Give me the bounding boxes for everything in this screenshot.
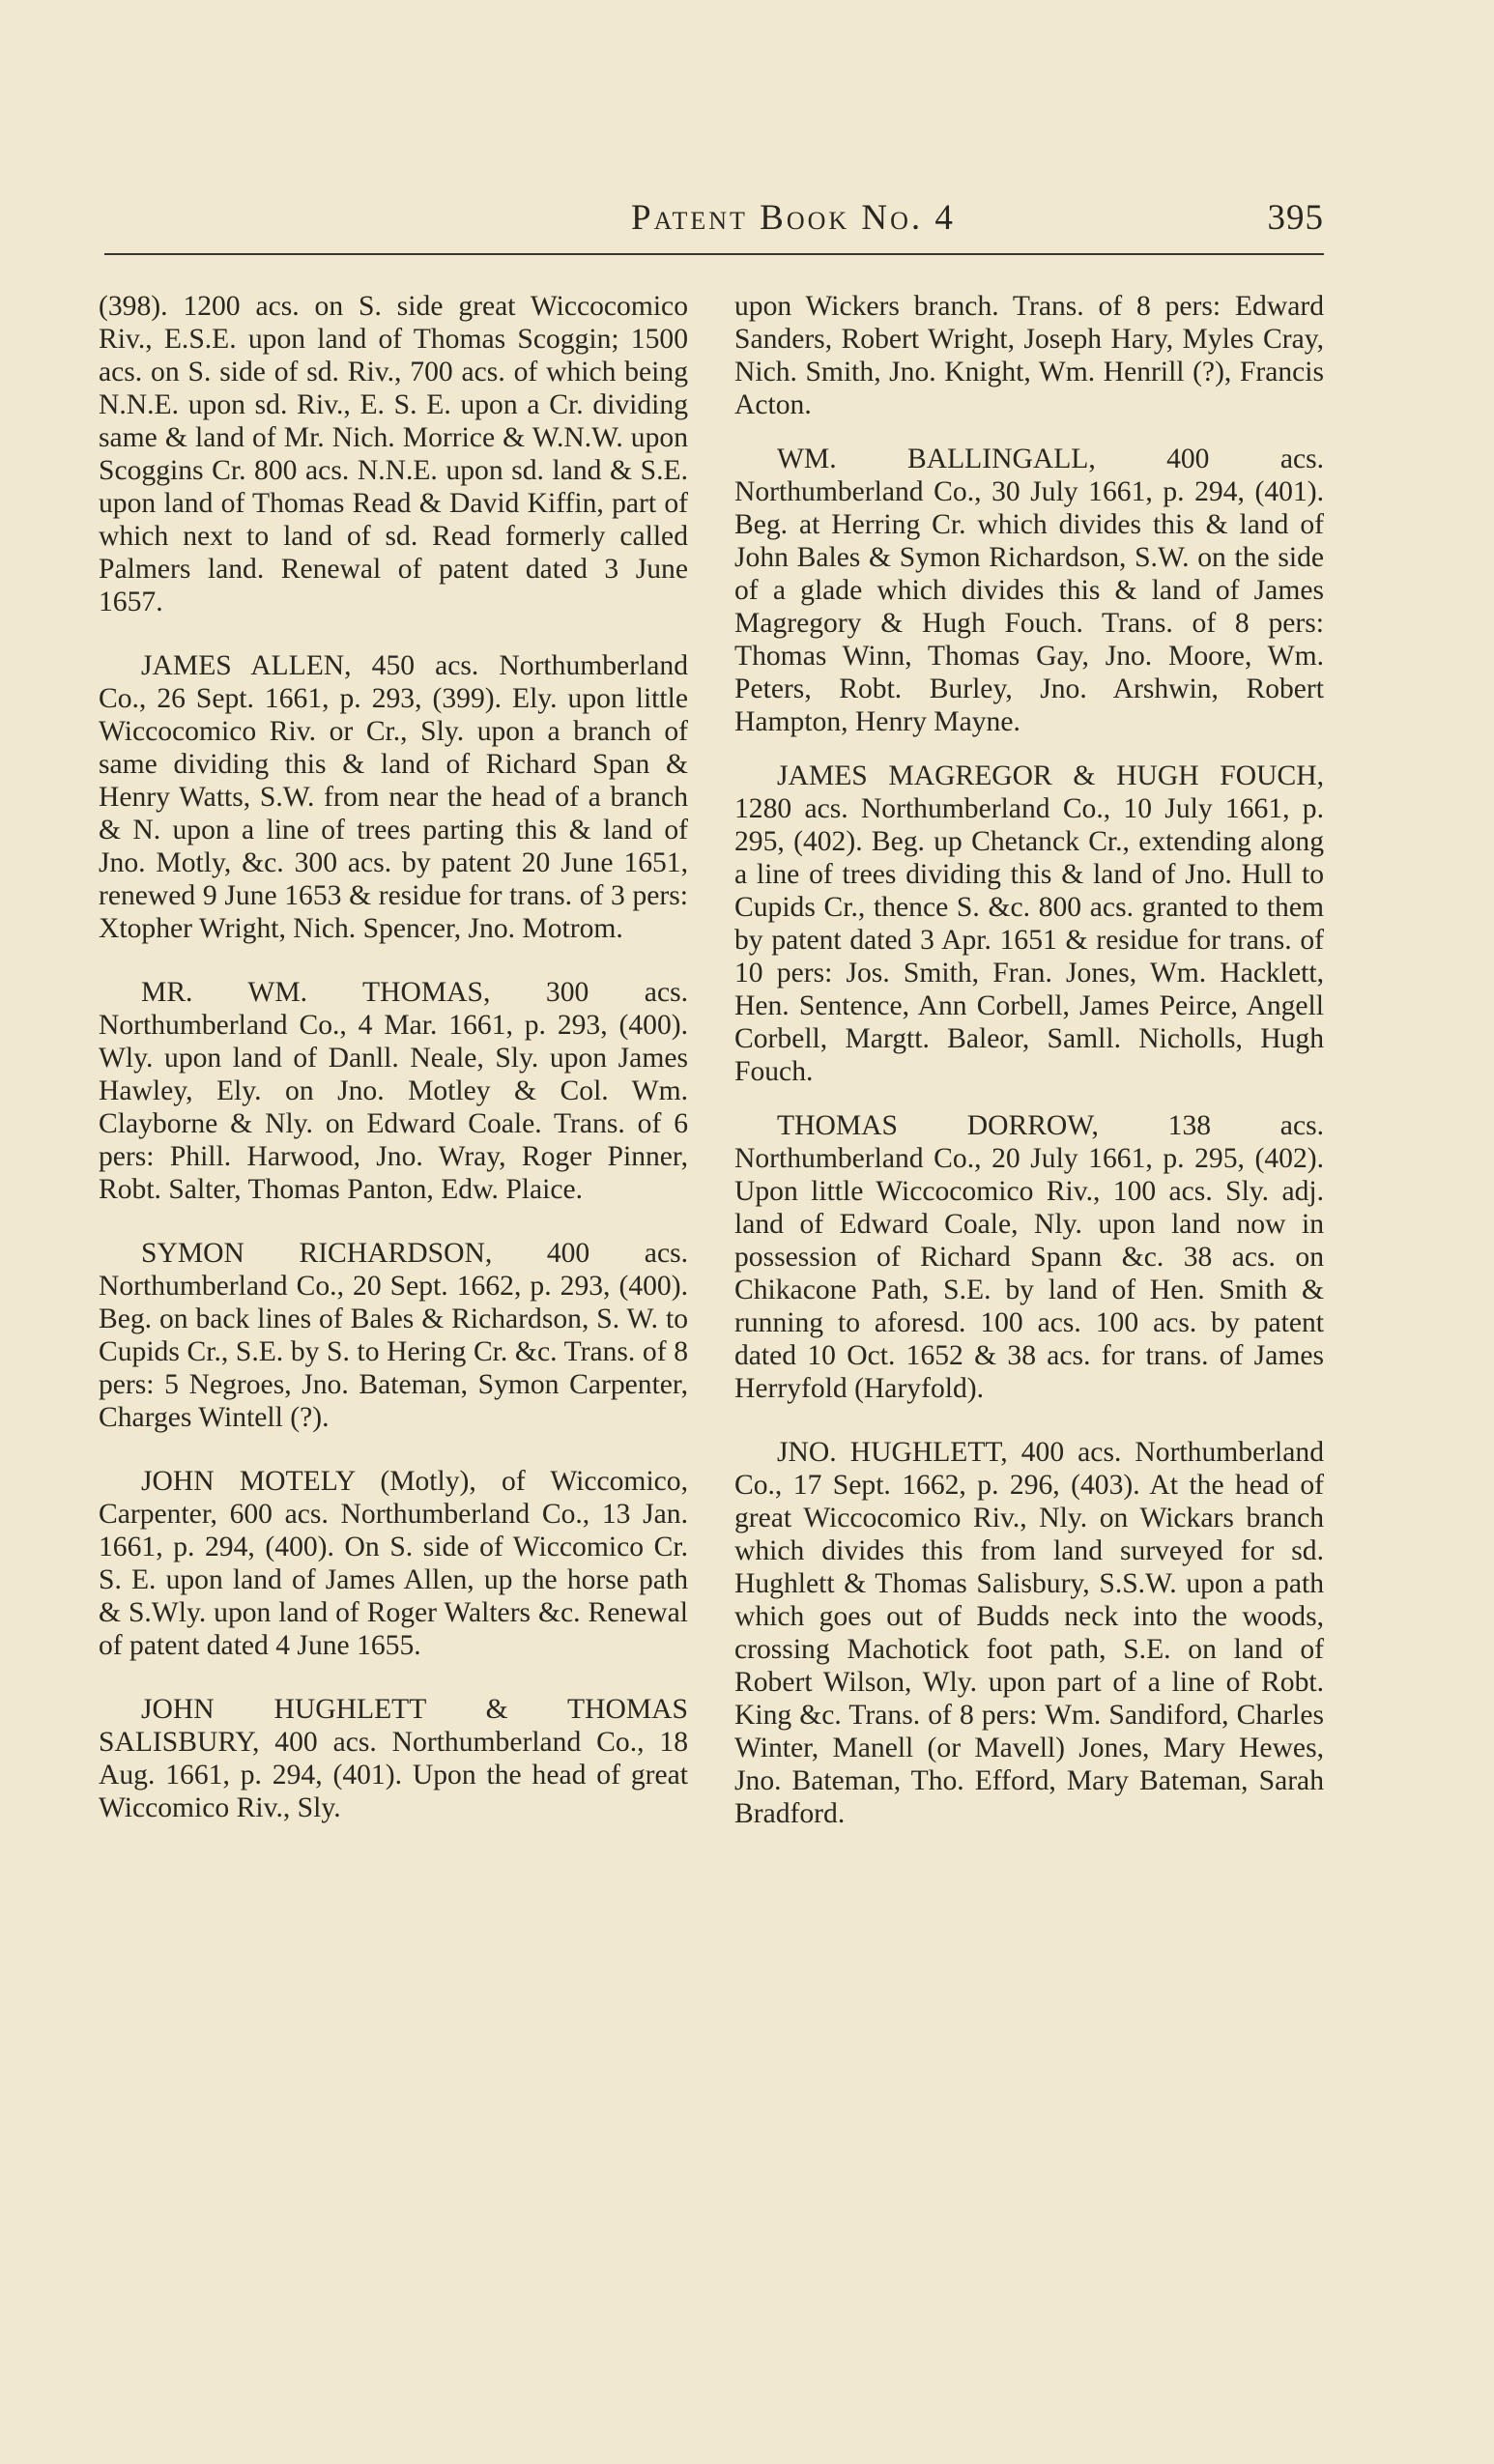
patent-entry-james-allen: JAMES ALLEN, 450 acs. Northumberland Co., 26 Sept. 1661, p. 293, (399). Ely. upon little Wiccocomico Riv. or Cr., Sly. upon a branch of same dividing this & land of Richard Span & Henry Watts, S.W. from near the head of a branch & N. upon a line of trees parting this & land of Jno. Motly, &c. 300 acs. by patent 20 June 1651, renewed 9 June 1653 & residue for trans. of 3 pers: Xtopher Wright, Nich. Spencer, Jno. Motrom. <box>99 650 688 944</box>
patent-entry-jno-hughlett: JNO. HUGHLETT, 400 acs. Northumberland Co., 17 Sept. 1662, p. 296, (403). At the head of great Wiccocomico Riv., Nly. on Wickars branch which divides this from land surveyed for sd. Hughlett & Thomas Salisbury, S.S.W. upon a path which goes out of Budds neck into the woods, crossing Machotick foot path, S.E. on land of Robert Wilson, Wly. upon part of a line of Robt. King &c. Trans. of 8 pers: Wm. Sandiford, Charles Winter, Manell (or Mavell) Jones, Mary Hewes, Jno. Bateman, Tho. Efford, Mary Bateman, Sarah Bradford. <box>734 1437 1324 1829</box>
patent-entry-symon-richardson: SYMON RICHARDSON, 400 acs. Northumberland Co., 20 Sept. 1662, p. 293, (400). Beg. on back lines of Bales & Richardson, S. W. to Cupids Cr., S.E. by S. to Hering Cr. &c. Trans. of 8 pers: 5 Negroes, Jno. Bateman, Symon Carpenter, Charges Wintell (?). <box>99 1238 688 1433</box>
left-column <box>99 290 688 1855</box>
patent-entry-hughlett-salisbury: JOHN HUGHLETT & THOMAS SALISBURY, 400 acs. Northumberland Co., 18 Aug. 1661, p. 294, (401). Upon the head of great Wiccomico Riv., Sly. <box>99 1694 688 1823</box>
patent-entry-john-motely: JOHN MOTELY (Motly), of Wiccomico, Carpenter, 600 acs. Northumberland Co., 13 Jan. 1661, p. 294, (400). On S. side of Wiccomico Cr. S. E. upon land of James Allen, up the horse path & S.Wly. upon land of Roger Walters &c. Renewal of patent dated 4 June 1655. <box>99 1466 688 1661</box>
running-title: Patent Book No. 4 <box>631 198 956 238</box>
page-header <box>104 189 1324 253</box>
patent-entry-hughlett-salisbury-continued: upon Wickers branch. Trans. of 8 pers: Edward Sanders, Robert Wright, Joseph Hary, Myles Cray, Nich. Smith, Jno. Knight, Wm. Henrill (?), Francis Acton. <box>734 291 1324 420</box>
right-column <box>734 290 1324 1861</box>
patent-entry-thomas-dorrow: THOMAS DORROW, 138 acs. Northumberland Co., 20 July 1661, p. 295, (402). Upon little Wiccocomico Riv., 100 acs. Sly. adj. land of Edward Coale, Nly. upon land now in possession of Richard Spann &c. 38 acs. on Chikacone Path, S.E. by land of Hen. Smith & running to aforesd. 100 acs. 100 acs. by patent dated 10 Oct. 1652 & 38 acs. for trans. of James Herryfold (Haryfold). <box>734 1110 1324 1404</box>
patent-entry-wm-ballingall: WM. BALLINGALL, 400 acs. Northumberland Co., 30 July 1661, p. 294, (401). Beg. at Herring Cr. which divides this & land of John Bales & Symon Richardson, S.W. on the side of a glade which divides this & land of James Magregory & Hugh Fouch. Trans. of 8 pers: Thomas Winn, Thomas Gay, Jno. Moore, Wm. Peters, Robt. Burley, Jno. Arshwin, Robert Hampton, Henry Mayne. <box>734 444 1324 737</box>
header-rule <box>104 253 1324 255</box>
page-number: 395 <box>1267 198 1324 238</box>
patent-entry-398-continued: (398). 1200 acs. on S. side great Wiccocomico Riv., E.S.E. upon land of Thomas Scoggin; 1500 acs. on S. side of sd. Riv., 700 acs. of which being N.N.E. upon sd. Riv., E. S. E. upon a Cr. dividing same & land of Mr. Nich. Morrice & W.N.W. upon Scoggins Cr. 800 acs. N.N.E. upon sd. land & S.E. upon land of Thomas Read & David Kiffin, part of which next to land of sd. Read formerly called Palmers land. Renewal of patent dated 3 June 1657. <box>99 291 688 617</box>
patent-entry-wm-thomas: MR. WM. THOMAS, 300 acs. Northumberland Co., 4 Mar. 1661, p. 293, (400). Wly. upon land of Danll. Neale, Sly. upon James Hawley, Ely. on Jno. Motley & Col. Wm. Clayborne & Nly. on Edward Coale. Trans. of 6 pers: Phill. Harwood, Jno. Wray, Roger Pinner, Robt. Salter, Thomas Panton, Edw. Plaice. <box>99 977 688 1205</box>
patent-entry-magregor-fouch: JAMES MAGREGOR & HUGH FOUCH, 1280 acs. Northumberland Co., 10 July 1661, p. 295, (402). Beg. up Chetanck Cr., extending along a line of trees dividing this & land of Jno. Hull to Cupids Cr., thence S. &c. 800 acs. granted to them by patent dated 3 Apr. 1651 & residue for trans. of 10 pers: Jos. Smith, Fran. Jones, Wm. Hacklett, Hen. Sentence, Ann Corbell, James Peirce, Angell Corbell, Margtt. Baleor, Samll. Nicholls, Hugh Fouch. <box>734 760 1324 1087</box>
